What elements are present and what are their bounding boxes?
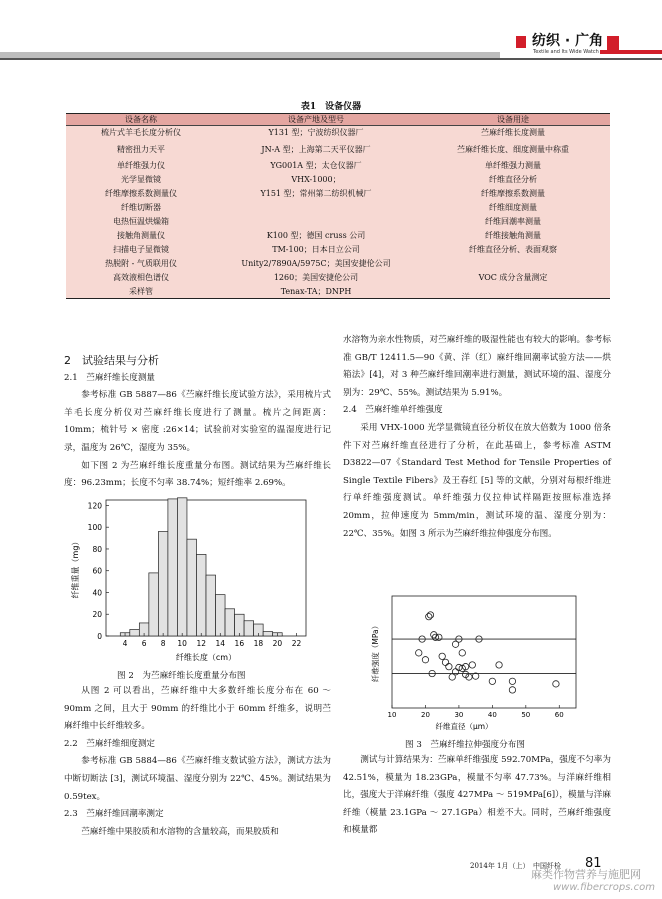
data-point <box>442 659 448 665</box>
data-point <box>416 650 422 656</box>
y-tick-label: 100 <box>87 523 102 533</box>
table-cell: Y131 型；宁波纺织仪器厂 <box>216 126 416 140</box>
bar <box>158 532 168 636</box>
table-cell: 热脱附 - 气质联用仪 <box>66 257 216 271</box>
paragraph: 水溶物为亲水性物质，对苎麻纤维的吸湿性能也有较大的影响。参考标准 GB/T 12411.5—90《黄、洋（红）麻纤维回潮率试验方法——烘箱法》[4]，对 3 种苎麻纤维回潮率进行测量，测试环境的温、湿度分别为：29℃、55%。测试结果为 5.91%。 <box>343 335 611 398</box>
x-tick-label: 30 <box>454 711 464 719</box>
fig3-strength-scatter-chart <box>366 590 584 740</box>
paragraph: 参考标准 GB 5884—86《苎麻纤维支数试验方法》，测试方法为中断切断法 [3]，测试环境温、湿度分别为 22℃、45%。测试结果为 0.59tex。 <box>64 756 331 802</box>
table-cell: YG001A 型；太仓仪器厂 <box>216 159 416 173</box>
table-cell: 苎麻纤维长度、细度测量中称重 <box>416 140 610 159</box>
table-cell: 高效液相色谱仪 <box>66 271 216 285</box>
subsection-heading: 2.3 苎麻纤维回潮率测定 <box>64 809 164 820</box>
table-row <box>66 243 610 257</box>
table-cell: 1260；美国安捷伦公司 <box>216 271 416 285</box>
bar <box>168 499 178 636</box>
data-point <box>469 662 475 668</box>
y-tick-label: 40 <box>92 588 102 598</box>
y-axis-label: 纤维重量（mg） <box>71 537 80 599</box>
table-cell: Tenax-TA；DNPH <box>216 285 416 299</box>
x-tick-label: 20 <box>420 711 430 719</box>
table-cell: 纤维切断器 <box>66 201 216 215</box>
table-cell: 接触角测量仪 <box>66 229 216 243</box>
y-tick-label: 20 <box>92 610 102 620</box>
x-tick-label: 10 <box>177 639 187 648</box>
data-point <box>496 662 502 668</box>
table-row <box>66 159 610 173</box>
y-tick-label: 0 <box>97 632 102 641</box>
bar <box>244 621 254 636</box>
table-row <box>66 173 610 187</box>
table-header-cell: 设备产地及型号 <box>216 114 416 126</box>
table-cell: VOC 成分含量测定 <box>416 271 610 285</box>
table-cell: 光学显微镜 <box>66 173 216 187</box>
fig2-length-distribution-chart <box>66 492 316 664</box>
table-header-cell: 设备名称 <box>66 114 216 126</box>
table-cell: TM-100；日本日立公司 <box>216 243 416 257</box>
table-row <box>66 285 610 299</box>
table-header-row <box>66 114 610 126</box>
data-point <box>427 612 433 618</box>
table-cell: 纤维细度测量 <box>416 201 610 215</box>
table-cell: Y151 型；常州第二纺织机械厂 <box>216 187 416 201</box>
paragraph: 采用 VHX-1000 光学显微镜直径分析仪在放大倍数为 1000 倍条件下对苎麻纤维直径进行了分析，在此基础上，参考标准 ASTM D3822—07《Standard Test Method for Tensile Properties of Single Textile Fibers》及王春红 [5] 等的文献，分别对每根纤维进行单纤维强度测试。单纤维强力仪拉伸试样隔距按照标准选择 20mm，拉伸速度为 5mm/min，测试环境的温、湿度分别为：22℃、35%。如图 3 所示为苎麻纤维拉伸强度分布图。 <box>343 422 611 539</box>
header-red-mark-left <box>516 36 526 48</box>
table-cell: VHX-1000； <box>216 173 416 187</box>
header-red-underline <box>600 50 662 54</box>
table-row <box>66 201 610 215</box>
data-point <box>459 650 465 656</box>
y-tick-label: 120 <box>87 501 102 511</box>
paragraph: 从图 2 可以看出，苎麻纤维中大多数纤维长度分布在 60 ～ 90mm 之间，且大于 90mm 的纤维比小于 60mm 纤维多，说明苎麻纤维中长纤维较多。 <box>64 686 331 732</box>
equipment-table <box>66 113 610 299</box>
table-cell: JN-A 型；上海第二天平仪器厂 <box>216 140 416 159</box>
x-tick-label: 60 <box>554 711 564 719</box>
paragraph: 苎麻纤维中果胶质和水溶物的含量较高，而果胶质和 <box>81 826 279 837</box>
bar <box>130 629 140 636</box>
bar <box>216 595 226 636</box>
table-cell <box>416 257 610 271</box>
data-point <box>426 613 432 619</box>
y-axis-label: 纤维强度（MPa） <box>371 621 380 683</box>
x-tick-label: 12 <box>196 639 207 648</box>
watermark-text: 麻类作物营养与施肥网 <box>531 868 641 881</box>
table-cell: 采样管 <box>66 285 216 299</box>
bar <box>196 554 206 636</box>
table-row <box>66 140 610 159</box>
table-row <box>66 271 610 285</box>
table-cell: 纤维摩擦系数测量仪 <box>66 187 216 201</box>
table1-caption: 表1 设备仪器 <box>300 102 362 112</box>
table-cell: 梳片式羊毛长度分析仪 <box>66 126 216 140</box>
data-point <box>509 687 515 693</box>
data-point <box>446 663 452 669</box>
header-rule <box>0 58 662 60</box>
watermark-url: www.fibercrops.com <box>553 882 655 893</box>
right-column <box>343 332 611 543</box>
footer-issue: 2014年 1月（上） 中国纤检 <box>470 862 561 870</box>
bar <box>225 609 235 636</box>
left-column-lower <box>64 683 331 841</box>
x-tick-label: 18 <box>253 639 264 648</box>
x-tick-label: 4 <box>122 639 128 648</box>
paragraph: 如下图 2 为苎麻纤维长度重量分布图。测试结果为苎麻纤维长度：96.23mm；长度不匀率 38.74%；短纤维率 2.69%。 <box>64 460 331 489</box>
bar <box>177 498 187 636</box>
data-point <box>452 669 458 675</box>
page-header <box>0 0 662 66</box>
x-tick-label: 20 <box>272 639 283 648</box>
x-tick-label: 14 <box>215 639 226 648</box>
x-tick-label: 40 <box>487 711 497 719</box>
table-cell: 纤维直径分析、表面观察 <box>416 243 610 257</box>
data-point <box>553 681 559 687</box>
table-cell: 精密扭力天平 <box>66 140 216 159</box>
table-cell: 纤维回潮率测量 <box>416 215 610 229</box>
table-cell: 苎麻纤维长度测量 <box>416 126 610 140</box>
column-subtitle: Textile and Its Wide Watch <box>533 49 599 55</box>
y-tick-label: 80 <box>92 544 102 554</box>
table-row <box>66 126 610 140</box>
table-row <box>66 187 610 201</box>
plot-frame <box>392 596 576 708</box>
x-tick-label: 50 <box>521 711 531 719</box>
table-cell: 纤维直径分析 <box>416 173 610 187</box>
subsection-heading: 2.2 苎麻纤维细度测定 <box>64 738 156 749</box>
table-cell: 单纤维强力测量 <box>416 159 610 173</box>
section-heading: 2 试验结果与分析 <box>64 354 159 367</box>
table-cell <box>416 285 610 299</box>
subsection-heading: 2.1 苎麻纤维长度测量 <box>64 372 156 383</box>
x-tick-label: 10 <box>387 711 397 719</box>
data-point <box>439 653 445 659</box>
x-tick-label: 8 <box>160 639 166 648</box>
table-cell: 纤维接触角测量 <box>416 229 610 243</box>
data-point <box>422 657 428 663</box>
bar <box>149 573 159 636</box>
table-cell: K100 型；德国 cruss 公司 <box>216 229 416 243</box>
table-cell <box>216 215 416 229</box>
left-column <box>64 352 331 493</box>
x-tick-label: 16 <box>234 639 245 648</box>
page-number: 81 <box>585 856 602 871</box>
column-title: 纺织 · 广角 <box>532 33 604 49</box>
bar <box>263 632 273 636</box>
table-cell: 单纤维强力仪 <box>66 159 216 173</box>
paragraph: 参考标准 GB 5887—86《苎麻纤维长度试验方法》，采用梳片式羊毛长度分析仪对苎麻纤维长度进行了测量。梳片之间距离：10mm；梳针号 × 密度 :26×14；试验前对实验室的温湿度进行记录，温度为 26℃，湿度为 35%。 <box>64 390 331 453</box>
fig3-caption: 图 3 苎麻纤维拉伸强度分布图 <box>405 740 525 750</box>
paragraph: 测试与计算结果为：苎麻单纤维强度 592.70MPa，强度不匀率为 42.51%，模量为 18.23GPa，模量不匀率 47.73%。与洋麻纤维相比，强度大于洋麻纤维（强度 427MPa ～ 519MPa[6]），模量与洋麻纤维（模量 23.1GPa ～ 27.1GPa）相差不大。同时，苎麻纤维强度和模量都 <box>343 755 611 836</box>
table-row <box>66 229 610 243</box>
data-point <box>489 678 495 684</box>
table-row <box>66 215 610 229</box>
table-row <box>66 257 610 271</box>
subsection-heading: 2.4 苎麻纤维单纤维强度 <box>343 405 443 416</box>
table-cell: 扫描电子显微镜 <box>66 243 216 257</box>
x-tick-label: 22 <box>291 639 302 648</box>
right-column-lower <box>343 752 611 840</box>
x-axis-label: 纤维直径（μm） <box>435 722 493 731</box>
data-point <box>509 678 515 684</box>
y-tick-label: 60 <box>92 566 102 576</box>
bar <box>187 539 197 636</box>
fig2-caption: 图 2 为苎麻纤维长度重量分布图 <box>117 671 246 681</box>
x-axis-label: 纤维长度（cm） <box>175 653 237 662</box>
table-cell: 纤维摩擦系数测量 <box>416 187 610 201</box>
table-header-cell: 设备用途 <box>416 114 610 126</box>
table-cell: 电热恒温烘燥箱 <box>66 215 216 229</box>
x-tick-label: 6 <box>141 639 147 648</box>
bar <box>206 575 216 636</box>
bar <box>235 614 245 636</box>
table-cell: Unity2/7890A/5975C；美国安捷伦公司 <box>216 257 416 271</box>
table-cell <box>216 201 416 215</box>
